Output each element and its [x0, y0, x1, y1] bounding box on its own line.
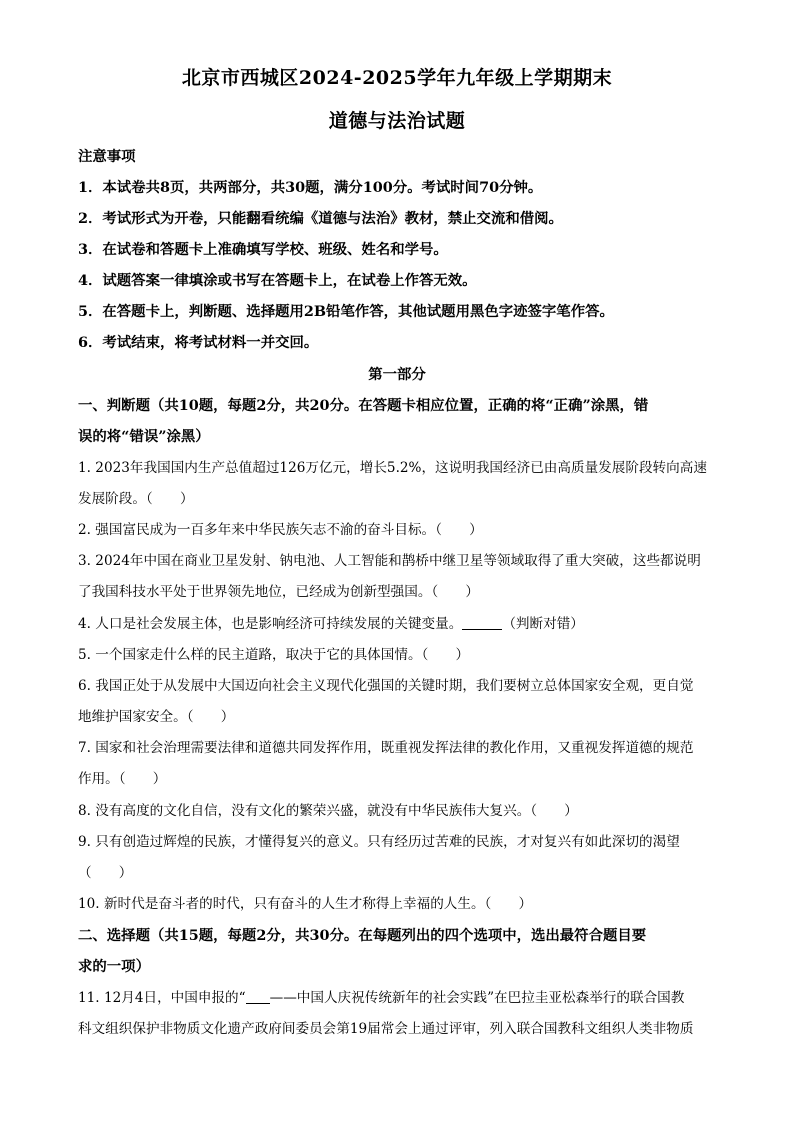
notice-item-1: 1．本试卷共8页，共两部分，共30题，满分100分。考试时间70分钟。: [78, 179, 543, 196]
question-1-line1: 1. 2023年我国国内生产总值超过126万亿元，增长5.2%，这说明我国经济已由高质量发展阶段转向高速: [78, 460, 707, 476]
question-11-line1: [78, 988, 718, 1008]
question-9-line2: （ ）: [78, 865, 133, 881]
answer-blank: [246, 989, 270, 1004]
section2-heading-line1: 二、选择题（共15题，每题2分，共30分。在每题列出的四个选项中，选出最符合题目要: [78, 927, 647, 944]
question-7-line1: 7. 国家和社会治理需要法律和道德共同发挥作用，既重视发挥法律的教化作用，又重视发挥道德的规范: [78, 740, 694, 756]
question-6-line2: 地维护国家安全。（ ）: [78, 709, 235, 725]
question-8: 8. 没有高度的文化自信，没有文化的繁荣兴盛，就没有中华民族伟大复兴。（ ）: [78, 803, 578, 819]
question-3-line1: 3. 2024年中国在商业卫星发射、钠电池、人工智能和鹊桥中继卫星等领域取得了重大突破，这些都说明: [78, 553, 701, 569]
notice-item-3: 3．在试卷和答题卡上准确填写学校、班级、姓名和学号。: [78, 241, 448, 258]
part-label: 第一部分: [368, 366, 426, 383]
question-4-text: 4. 人口是社会发展主体，也是影响经济可持续发展的关键变量。: [78, 616, 463, 632]
section1-heading-line2: 误的将“错误”涂黑）: [78, 428, 210, 445]
question-4-suffix: （判断对错）: [502, 616, 584, 632]
notice-item-4: 4．试题答案一律填涂或书写在答题卡上，在试卷上作答无效。: [78, 272, 477, 289]
notice-heading: 注意事项: [78, 148, 136, 165]
question-6-line1: 6. 我国正处于从发展中大国迈向社会主义现代化强国的关键时期，我们要树立总体国家安全观，更自觉: [78, 678, 694, 694]
exam-title: 北京市西城区2024-2025学年九年级上学期期末: [181, 67, 613, 89]
question-9-line1: 9. 只有创造过辉煌的民族，才懂得复兴的意义。只有经历过苦难的民族，才对复兴有如此深切的渴望: [78, 834, 680, 850]
notice-item-5: 5．在答题卡上，判断题、选择题用2B铅笔作答，其他试题用黑色字迹签字笔作答。: [78, 303, 614, 320]
question-11-line2: 科文组织保护非物质文化遗产政府间委员会第19届常会上通过评审，列入联合国教科文组织人类非物质: [78, 1021, 694, 1037]
section2-heading-line2: 求的一项）: [78, 958, 150, 975]
question-7-line2: 作用。（ ）: [78, 771, 167, 787]
answer-blank: [462, 615, 502, 630]
notice-item-6: 6．考试结束，将考试材料一并交回。: [78, 334, 319, 351]
section1-heading-line1: 一、判断题（共10题，每题2分，共20分。在答题卡相应位置，正确的将“正确”涂黑，错: [78, 397, 649, 414]
question-11-text-cont: ——中国人庆祝传统新年的社会实践”在巴拉圭亚松森举行的联合国教: [269, 990, 685, 1006]
question-3-line2: 了我国科技水平处于世界领先地位，已经成为创新型强国。（ ）: [78, 584, 480, 600]
question-11-text: 11. 12月4日，中国申报的“: [78, 990, 246, 1006]
question-4: [78, 614, 718, 634]
question-10: 10. 新时代是奋斗者的时代，只有奋斗的人生才称得上幸福的人生。（ ）: [78, 896, 533, 912]
exam-subtitle: 道德与法治试题: [328, 110, 466, 132]
question-5: 5. 一个国家走什么样的民主道路，取决于它的具体国情。（ ）: [78, 647, 470, 663]
question-1-line2: 发展阶段。（ ）: [78, 491, 194, 507]
question-2: 2. 强国富民成为一百多年来中华民族矢志不渝的奋斗目标。（ ）: [78, 522, 483, 538]
notice-item-2: 2．考试形式为开卷，只能翻看统编《道德与法治》教材，禁止交流和借阅。: [78, 210, 563, 227]
